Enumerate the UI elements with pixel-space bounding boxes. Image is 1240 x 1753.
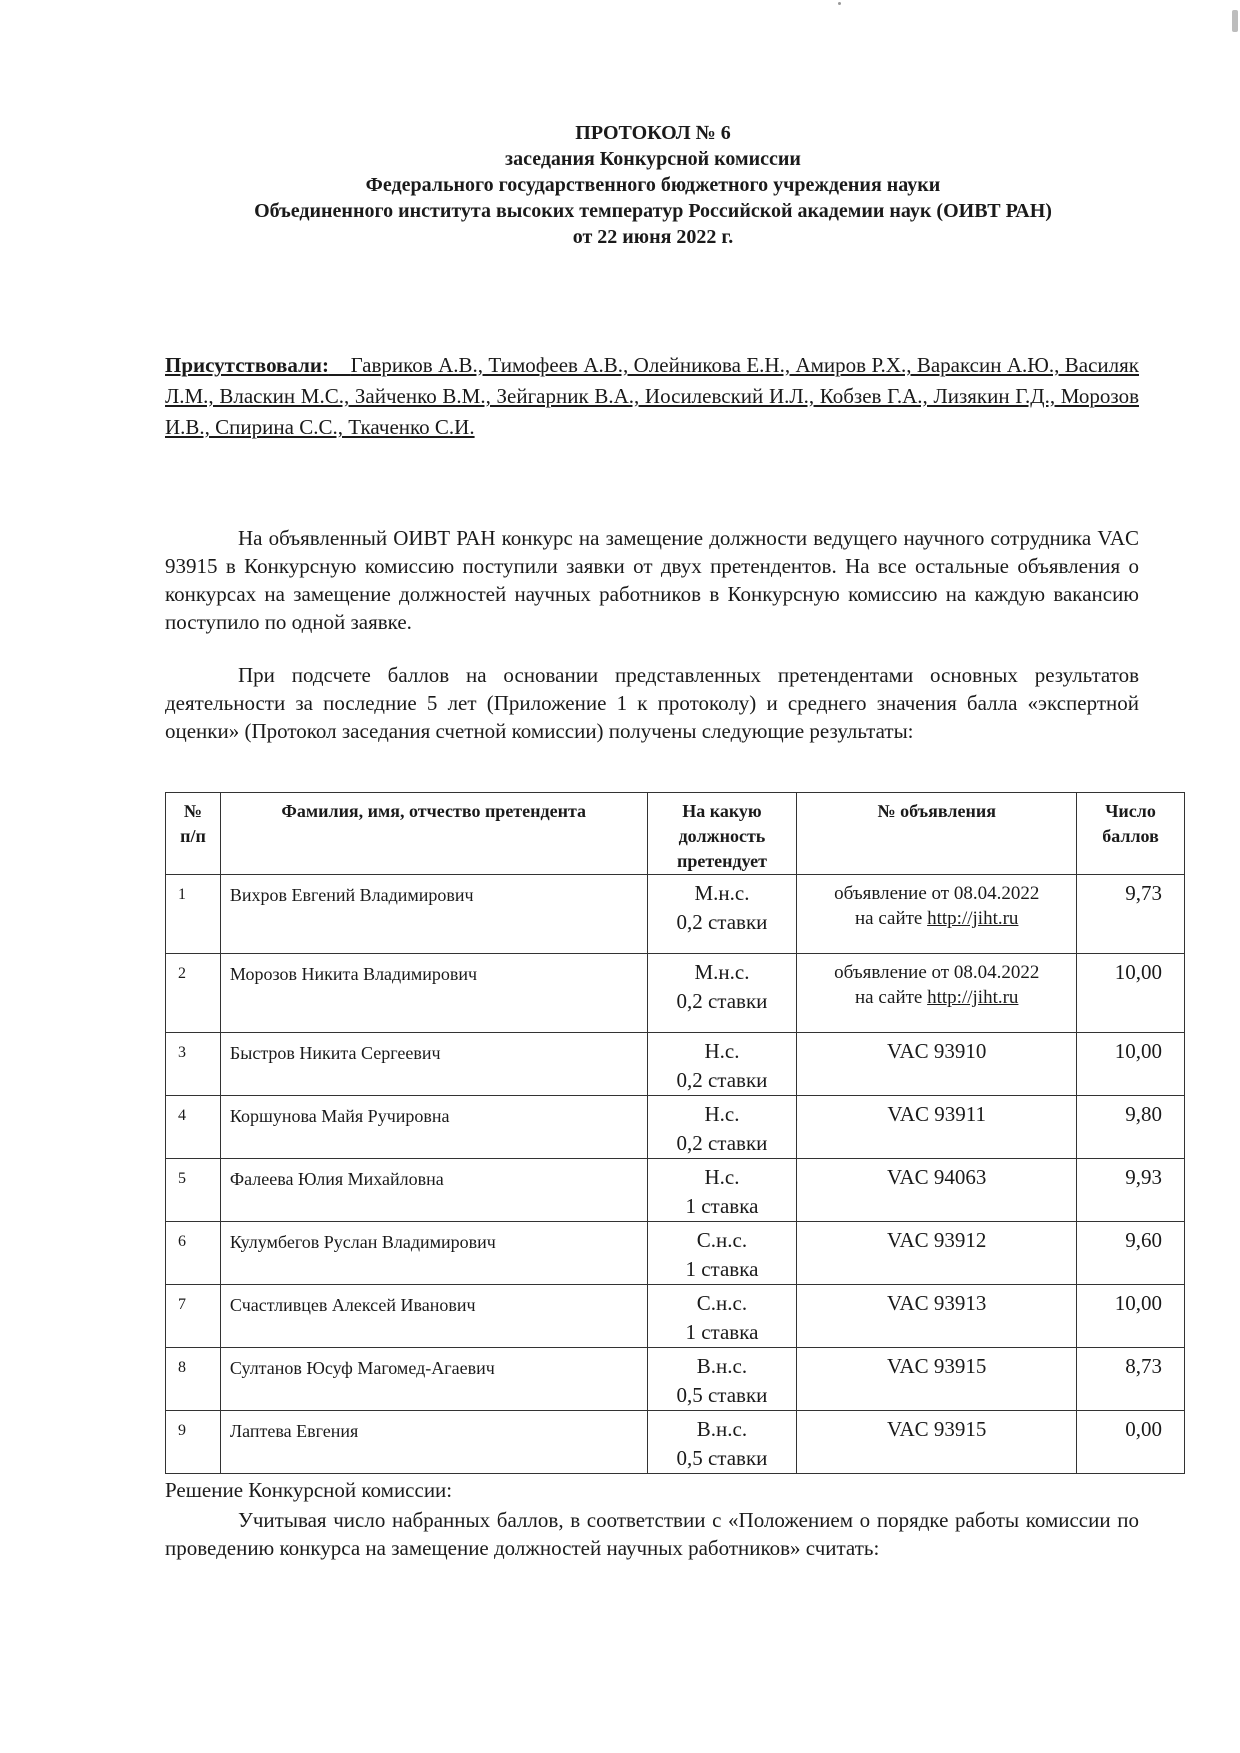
protocol-date: от 22 июня 2022 г. (572, 226, 734, 248)
table-row (166, 875, 1185, 954)
row-score: 10,00 (1077, 1033, 1185, 1096)
results-table (165, 792, 1185, 1474)
row-num: 6 (166, 1222, 221, 1285)
header-name: Фамилия, имя, отчество претендента (220, 793, 647, 875)
row-num: 9 (166, 1411, 221, 1474)
row-name: Вихров Евгений Владимирович (220, 875, 647, 954)
table-row (166, 1348, 1185, 1411)
table-row (166, 954, 1185, 1033)
row-score: 8,73 (1077, 1348, 1185, 1411)
row-position: Н.с. 1 ставка (647, 1159, 797, 1222)
paragraph-applications: На объявленный ОИВТ РАН конкурс на замещение должности ведущего научного сотрудника VAC 93915 в Конкурсную комиссию поступили заявки от двух претендентов. На все остальные объявления о конкурсах на замещение должностей научных работников в Конкурсную комиссию на каждую вакансию поступило по одной заявке. (165, 526, 1139, 634)
row-position: М.н.с. 0,2 ставки (647, 954, 797, 1033)
row-score: 9,80 (1077, 1096, 1185, 1159)
row-position: С.н.с. 1 ставка (647, 1285, 797, 1348)
row-num: 7 (166, 1285, 221, 1348)
paragraph-scoring: При подсчете баллов на основании представленных претендентами основных результатов деятельности за последние 5 лет (Приложение 1 к протоколу) и среднего значения балла «экспертной оценки» (Протокол заседания счетной комиссии) получены следующие результаты: (165, 663, 1139, 743)
row-score: 0,00 (1077, 1411, 1185, 1474)
decision-text: Учитывая число набранных баллов, в соответствии с «Положением о порядке работы комиссии по проведению конкурса на замещение должностей научных работников» считать: (165, 1508, 1139, 1560)
row-name: Кулумбегов Руслан Владимирович (220, 1222, 647, 1285)
row-position: Н.с. 0,2 ставки (647, 1033, 797, 1096)
row-name: Султанов Юсуф Магомед-Агаевич (220, 1348, 647, 1411)
table-row (166, 1033, 1185, 1096)
scan-speck (838, 2, 841, 5)
header-score: Число баллов (1077, 793, 1185, 875)
attendees-names: Гавриков А.В., Тимофеев А.В., Олейникова Е.Н., Амиров Р.Х., Вараксин А.Ю., Василяк Л.М., Власкин М.С., Зайченко В.М., Зейгарник В.А., Иосилевский И.Л., Кобзев Г.А., Лизякин Г.Д., Морозов И.В., Спирина С.С., Ткаченко С.И. (165, 353, 1140, 439)
row-position: Н.с. 0,2 ставки (647, 1096, 797, 1159)
document-header (160, 120, 1146, 250)
row-position: В.н.с. 0,5 ставки (647, 1411, 797, 1474)
row-num: 3 (166, 1033, 221, 1096)
site-link[interactable]: http://jiht.ru (927, 908, 1019, 929)
row-score: 10,00 (1077, 954, 1185, 1033)
row-ad: VAC 94063 (797, 1159, 1077, 1222)
header-line-2: заседания Конкурсной комиссии (505, 148, 801, 170)
row-score: 9,93 (1077, 1159, 1185, 1222)
row-position: В.н.с. 0,5 ставки (647, 1348, 797, 1411)
row-name: Фалеева Юлия Михайловна (220, 1159, 647, 1222)
row-name: Быстров Никита Сергеевич (220, 1033, 647, 1096)
row-num: 4 (166, 1096, 221, 1159)
scan-edge-mark (1232, 10, 1238, 32)
attendees-label: Присутствовали: (165, 353, 329, 377)
decision-title: Решение Конкурсной комиссии: (165, 1478, 453, 1502)
row-name: Лаптева Евгения (220, 1411, 647, 1474)
row-ad: VAC 93910 (797, 1033, 1077, 1096)
header-line-4: Объединенного института высоких температур Российской академии наук (ОИВТ РАН) (254, 200, 1052, 222)
row-ad: VAC 93913 (797, 1285, 1077, 1348)
row-ad: объявление от 08.04.2022 на сайте http://jiht.ru (797, 954, 1077, 1033)
row-num: 1 (166, 875, 221, 954)
row-position: М.н.с. 0,2 ставки (647, 875, 797, 954)
row-name: Счастливцев Алексей Иванович (220, 1285, 647, 1348)
row-score: 9,60 (1077, 1222, 1185, 1285)
protocol-title: ПРОТОКОЛ № 6 (575, 122, 731, 144)
site-link[interactable]: http://jiht.ru (927, 987, 1019, 1008)
row-ad: VAC 93915 (797, 1348, 1077, 1411)
row-name: Коршунова Майя Ручировна (220, 1096, 647, 1159)
table-header-row (166, 793, 1185, 875)
table-row (166, 1222, 1185, 1285)
header-num: № п/п (166, 793, 221, 875)
row-position: С.н.с. 1 ставка (647, 1222, 797, 1285)
header-ad: № объявления (797, 793, 1077, 875)
row-score: 10,00 (1077, 1285, 1185, 1348)
row-num: 2 (166, 954, 221, 1033)
row-num: 5 (166, 1159, 221, 1222)
header-line-3: Федерального государственного бюджетного учреждения науки (365, 174, 941, 196)
row-name: Морозов Никита Владимирович (220, 954, 647, 1033)
table-row (166, 1285, 1185, 1348)
table-row (166, 1096, 1185, 1159)
row-score: 9,73 (1077, 875, 1185, 954)
header-position: На какую должность претендует (647, 793, 797, 875)
row-num: 8 (166, 1348, 221, 1411)
row-ad: VAC 93915 (797, 1411, 1077, 1474)
table-row (166, 1159, 1185, 1222)
attendees-block (165, 350, 1139, 443)
row-ad: VAC 93911 (797, 1096, 1077, 1159)
row-ad: VAC 93912 (797, 1222, 1077, 1285)
row-ad: объявление от 08.04.2022 на сайте http://jiht.ru (797, 875, 1077, 954)
table-row (166, 1411, 1185, 1474)
